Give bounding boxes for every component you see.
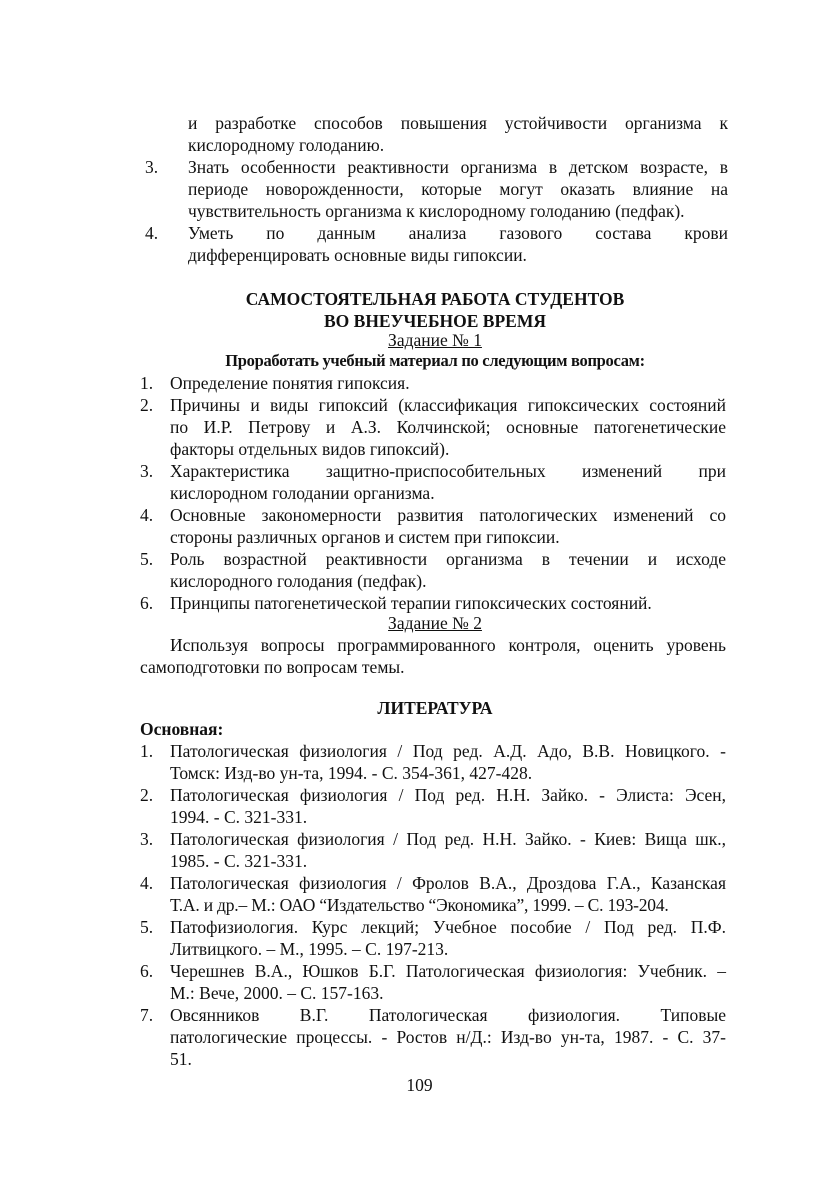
list-item-line: Характеристика защитно-приспособительных изменений при xyxy=(170,461,726,481)
list-item-line: 51. xyxy=(170,1049,192,1069)
list-item-line: Овсянников В.Г. Патологическая физиология. Типовые xyxy=(170,1005,726,1025)
list-item-line: Патологическая физиология / Под ред. Н.Н. Зайко. - Киев: Вища шк., xyxy=(170,829,726,849)
list-item xyxy=(145,112,730,156)
list-item-number: 5. xyxy=(140,917,154,937)
list-item-line: Причины и виды гипоксий (классификация гипоксических состояний xyxy=(170,395,726,415)
task-2-label: Задание № 2 xyxy=(388,613,482,633)
list-item-number: 2. xyxy=(140,785,154,805)
paragraph-line: самоподготовки по вопросам темы. xyxy=(140,657,405,677)
list-item-line: чувствительность организма к кислородному голоданию (педфак). xyxy=(188,201,685,221)
list-item-line: Основные закономерности развития патологических изменений со xyxy=(170,505,726,525)
list-item-line: Роль возрастной реактивности организма в течении и исходе xyxy=(170,549,726,569)
task-heading xyxy=(145,329,725,351)
list-item xyxy=(145,156,730,222)
list-item-line: Патологическая физиология / Под ред. А.Д. Адо, В.В. Новицкого. - xyxy=(170,741,726,761)
list-item-number: 6. xyxy=(140,961,154,981)
list-item-line: патологические процессы. - Ростов н/Д.: Изд-во ун-та, 1987. - С. 37- xyxy=(170,1027,726,1047)
literature-subtitle: Основная: xyxy=(140,719,224,739)
list-item-line: Томск: Изд-во ун-та, 1994. - С. 354-361, 427-428. xyxy=(170,763,533,783)
list-item-number: 3. xyxy=(140,461,154,481)
list-item-number: 4. xyxy=(140,505,154,525)
list-item-line: дифференцировать основные виды гипоксии. xyxy=(188,245,527,265)
list-item-number: 6. xyxy=(140,593,154,613)
list-item-number: 4. xyxy=(145,223,159,243)
task-1-label: Задание № 1 xyxy=(388,330,482,350)
list-item-line: Черешнев В.А., Юшков Б.Г. Патологическая физиология: Учебник. – xyxy=(170,961,726,981)
paragraph-line: Используя вопросы программированного контроля, оценить уровень xyxy=(170,635,726,655)
list-item xyxy=(145,222,730,266)
list-item-line: Патологическая физиология / Под ред. Н.Н. Зайко. - Элиста: Эсен, xyxy=(170,785,726,805)
list-item-line: стороны различных органов и систем при гипоксии. xyxy=(170,527,560,547)
list-item-number: 4. xyxy=(140,873,154,893)
list-item-line: Принципы патогенетической терапии гипоксических состояний. xyxy=(170,593,652,613)
list-item-number: 3. xyxy=(145,157,159,177)
list-item-number: 3. xyxy=(140,829,154,849)
list-item-line: Патофизиология. Курс лекций; Учебное пособие / Под ред. П.Ф. xyxy=(170,917,726,937)
list-item-line: Патологическая физиология / Фролов В.А., Дроздова Г.А., Казанская xyxy=(170,873,726,893)
list-item-number: 1. xyxy=(140,741,154,761)
list-item-line: Знать особенности реактивности организма в детском возрасте, в xyxy=(188,157,728,177)
list-item-line: 1994. - С. 321-331. xyxy=(170,807,308,827)
section-title-line: САМОСТОЯТЕЛЬНАЯ РАБОТА СТУДЕНТОВ xyxy=(245,289,625,309)
list-item-line: кислородному голоданию. xyxy=(188,135,385,155)
literature-title: ЛИТЕРАТУРА xyxy=(377,698,493,718)
list-item-line: Уметь по данным анализа газового состава крови xyxy=(188,223,728,243)
list-item-line: факторы отдельных видов гипоксий). xyxy=(170,439,450,459)
task-instruction: Проработать учебный материал по следующим вопросам: xyxy=(225,351,645,370)
list-item-line: Литвицкого. – М., 1995. – С. 197-213. xyxy=(170,939,449,959)
task-heading xyxy=(145,612,725,634)
list-item-line: 1985. - С. 321-331. xyxy=(170,851,308,871)
list-item-line: кислородного голодания (педфак). xyxy=(170,571,427,591)
list-item-number: 1. xyxy=(140,373,154,393)
list-item-number: 5. xyxy=(140,549,154,569)
section-title xyxy=(145,288,725,332)
list-item-line: Определение понятия гипоксия. xyxy=(170,373,410,393)
page-number: 109 xyxy=(406,1075,433,1095)
list-item-line: периоде новорожденности, которые могут оказать влияние на xyxy=(188,179,728,199)
list-item-line: кислородном голодании организма. xyxy=(170,483,435,503)
section-title-line: ВО ВНЕУЧЕБНОЕ ВРЕМЯ xyxy=(323,311,546,331)
task-2-text xyxy=(140,634,726,678)
list-item-line: М.: Вече, 2000. – С. 157-163. xyxy=(170,983,384,1003)
list-item-number: 7. xyxy=(140,1005,154,1025)
list-item-line: по И.Р. Петрову и А.З. Колчинской; основные патогенетические xyxy=(170,417,726,437)
list-item-line: и разработке способов повышения устойчивости организма к xyxy=(188,113,728,133)
list-item-number: 2. xyxy=(140,395,154,415)
list-item-line: Т.А. и др.– М.: ОАО “Издательство “Экономика”, 1999. – С. 193-204. xyxy=(170,895,669,915)
